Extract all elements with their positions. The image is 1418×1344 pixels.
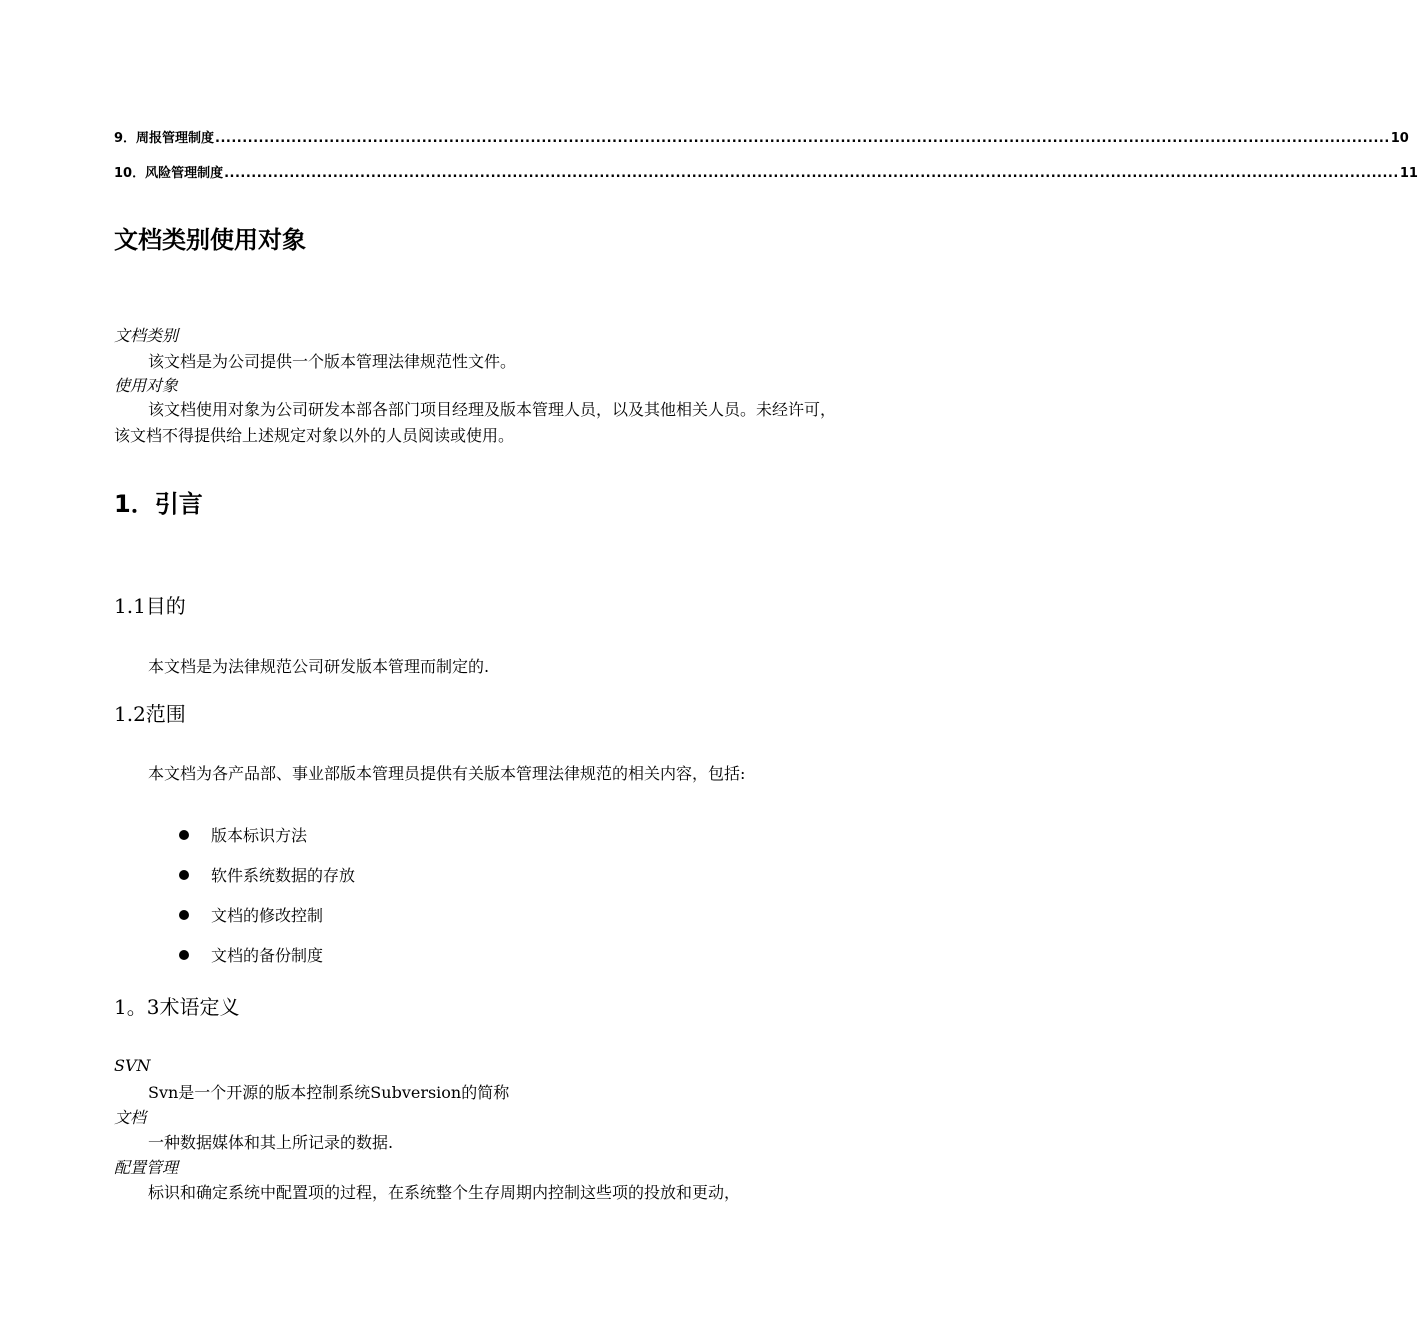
section-heading-objects: 文档类别使用对象 <box>114 226 306 254</box>
toc-entry-page: 10 <box>1390 131 1409 146</box>
list-item-label: 文档的备份制度 <box>211 946 324 965</box>
term-svn: SVN <box>114 1056 151 1075</box>
toc-entry-label: 10．风险管理制度 <box>114 166 224 181</box>
term-document: 文档 <box>114 1108 147 1127</box>
subheading-terms: 1。3术语定义 <box>114 995 240 1019</box>
list-item-label: 版本标识方法 <box>211 826 308 845</box>
bullet-icon <box>179 870 189 880</box>
toc-leader: ........................................................................................................................................................................................................................ <box>224 166 1399 181</box>
bullet-icon <box>179 830 189 840</box>
audience-text: 该文档使用对象为公司研发本部各部门项目经理及版本管理人员，以及其他相关人员。未经许可，该文档不得提供给上述规定对象以外的人员阅读或使用。 <box>114 400 837 445</box>
bullet-icon <box>179 950 189 960</box>
term-audience: 使用对象 <box>114 376 179 395</box>
toc-entry-page: 11 <box>1399 166 1418 181</box>
toc-entry[interactable] <box>114 127 1409 146</box>
list-item <box>178 943 323 966</box>
term-document-definition: 一种数据媒体和其上所记录的数据. <box>148 1133 394 1152</box>
term-config-mgmt-definition: 标识和确定系统中配置项的过程，在系统整个生存周期内控制这些项的投放和更动， <box>148 1183 741 1202</box>
term-category: 文档类别 <box>114 326 179 345</box>
toc-entry-label: 9．周报管理制度 <box>114 131 215 146</box>
list-item <box>178 863 355 886</box>
category-text: 该文档是为公司提供一个版本管理法律规范性文件。 <box>148 352 517 371</box>
term-config-mgmt: 配置管理 <box>114 1158 179 1177</box>
list-item <box>178 823 307 846</box>
toc-leader: ........................................................................................................................................................................................................................ <box>215 131 1390 146</box>
bullet-icon <box>179 910 189 920</box>
subheading-purpose: 1.1目的 <box>114 594 186 618</box>
list-item-label: 文档的修改控制 <box>211 906 324 925</box>
list-item-label: 软件系统数据的存放 <box>211 866 356 885</box>
scope-text: 本文档为各产品部、事业部版本管理员提供有关版本管理法律规范的相关内容，包括: <box>148 764 746 783</box>
purpose-text: 本文档是为法律规范公司研发版本管理而制定的. <box>148 657 490 676</box>
term-svn-definition: Svn是一个开源的版本控制系统Subversion的简称 <box>148 1083 510 1102</box>
list-item <box>178 903 323 926</box>
subheading-scope: 1.2范围 <box>114 702 186 726</box>
section-heading-intro: 1．引言 <box>114 490 203 518</box>
toc-entry[interactable] <box>114 162 1418 181</box>
